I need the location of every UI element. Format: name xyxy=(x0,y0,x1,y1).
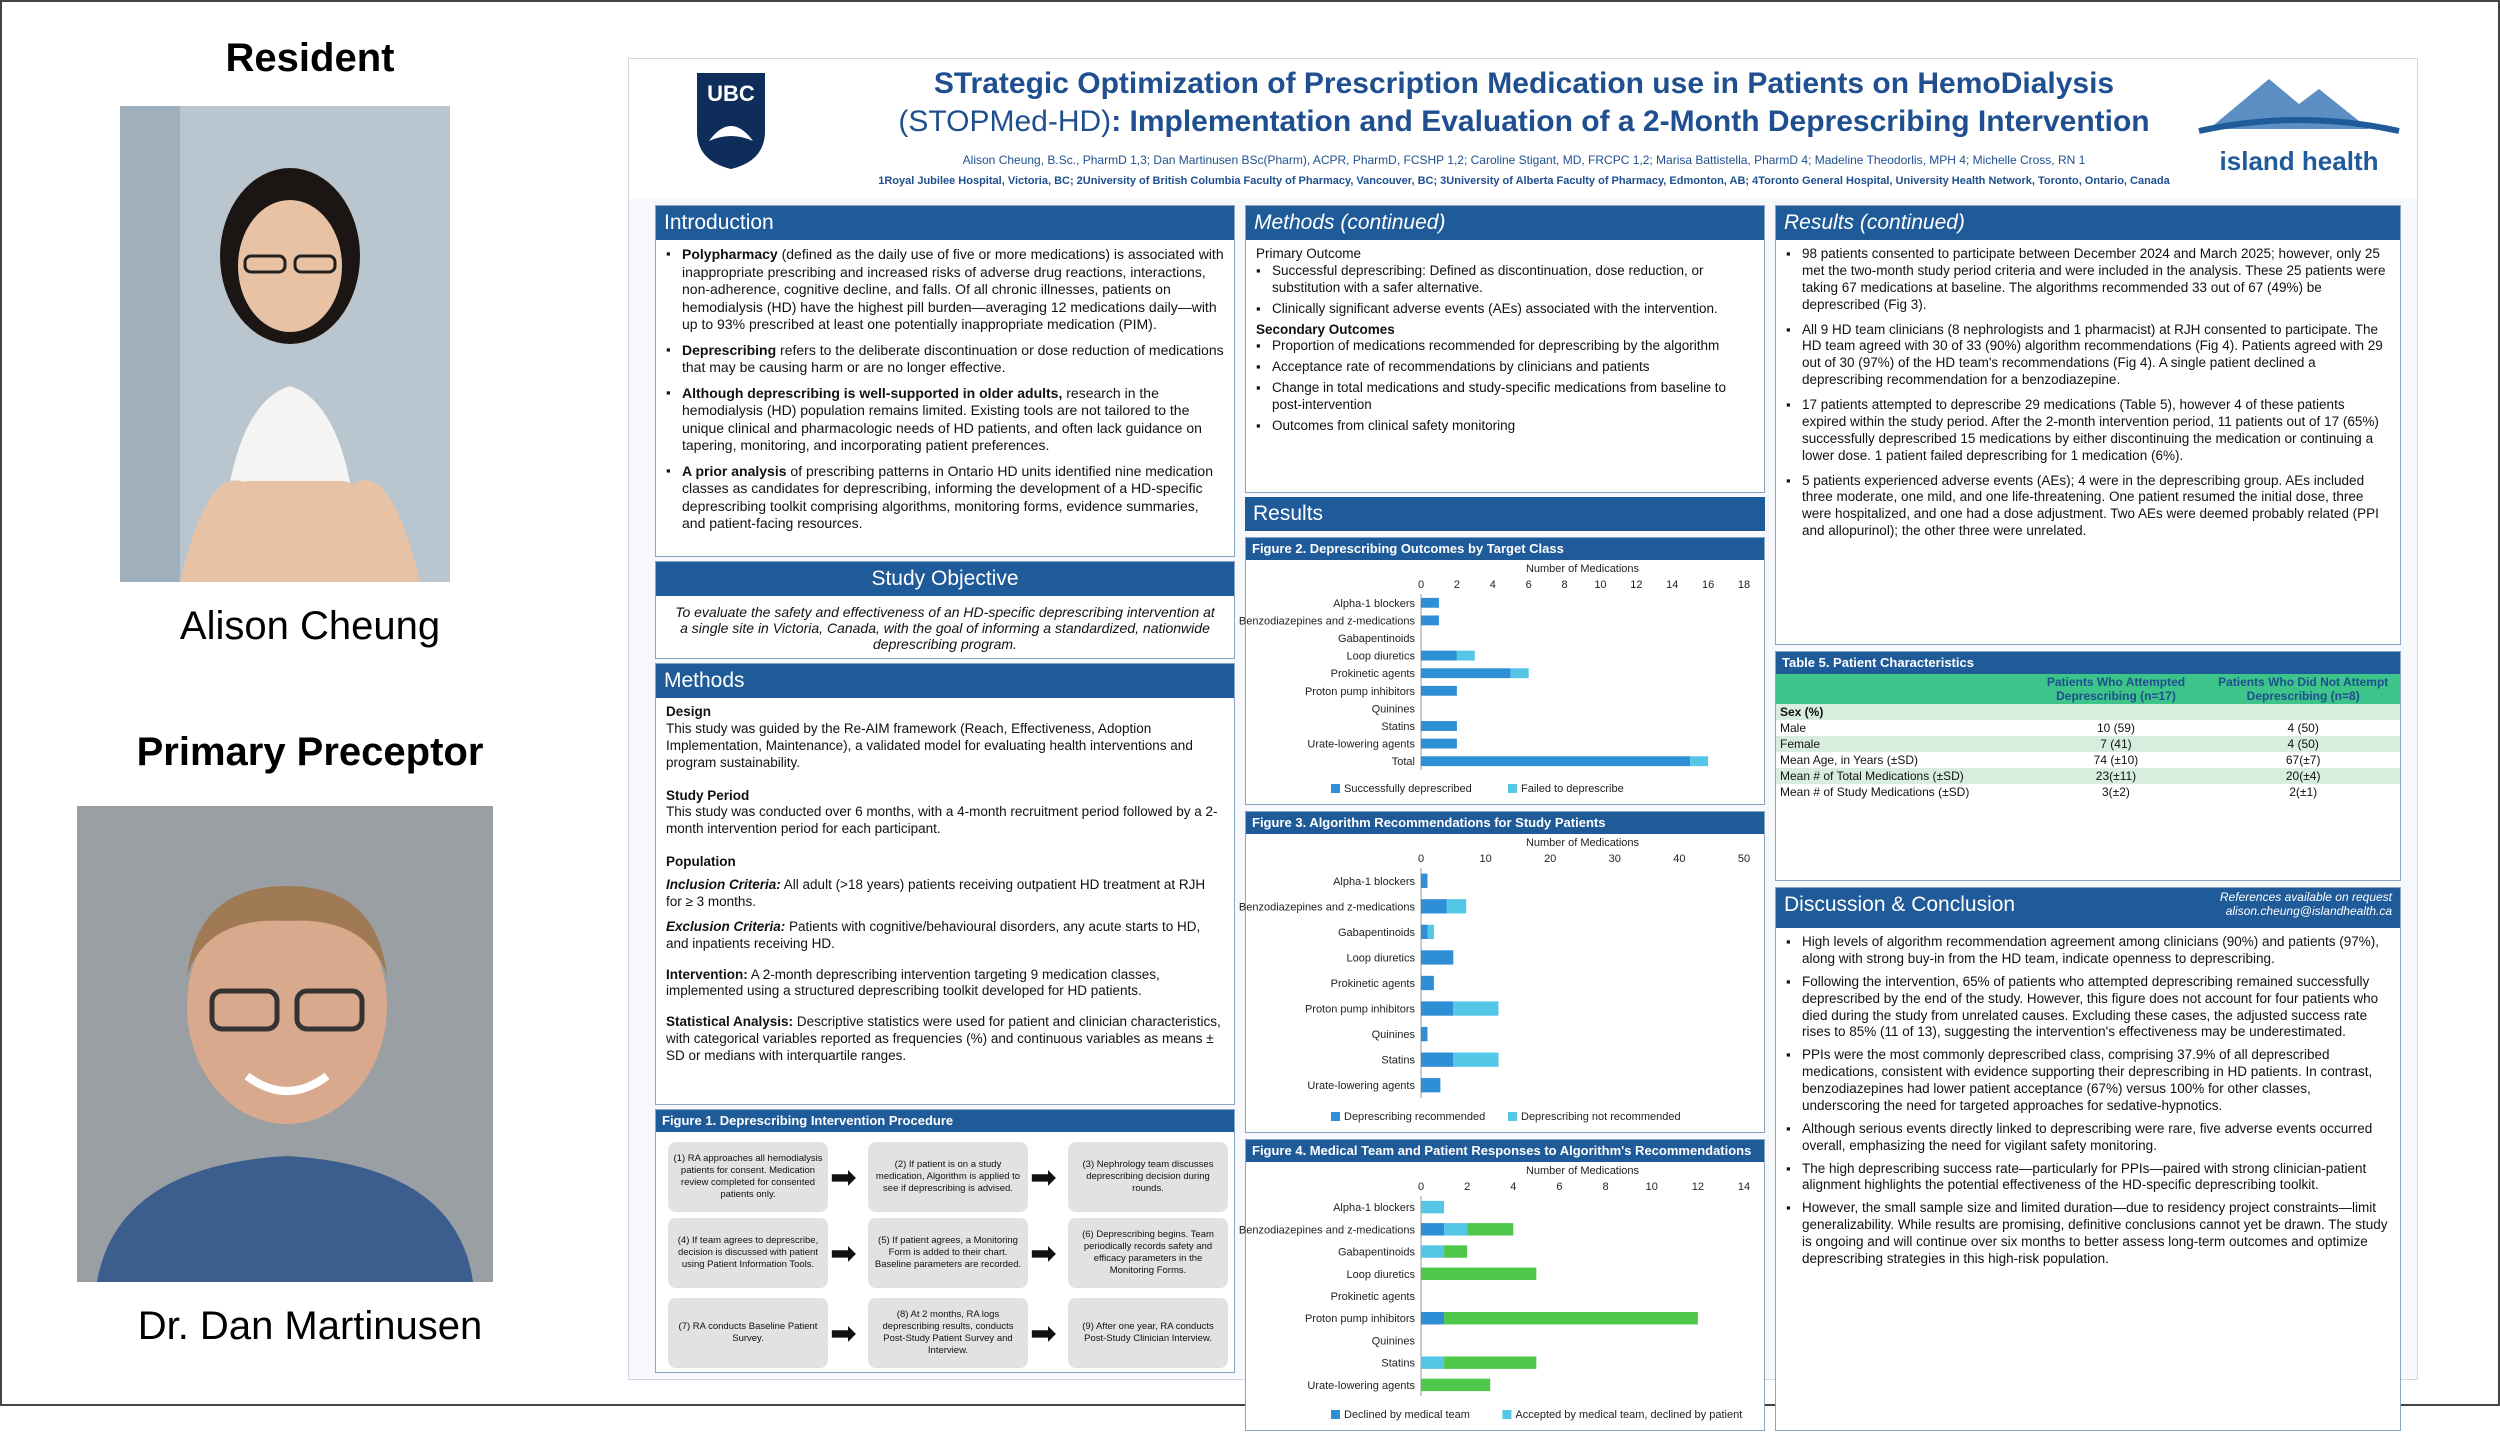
bar xyxy=(1421,1201,1444,1213)
design-heading: Design xyxy=(666,704,712,719)
references-note: References available on request alison.cheung@islandhealth.ca xyxy=(2219,890,2392,919)
resident-portrait-icon xyxy=(120,106,450,582)
resident-name: Alison Cheung xyxy=(179,604,441,648)
x-tick-label: 4 xyxy=(1489,579,1496,591)
bar xyxy=(1421,976,1434,990)
results-item: ▪ 17 patients attempted to deprescribe 29 medications (Table 5), however 4 of these patients expired within the study period. After the 2-month intervention period, 11 patients out of 17 (65%) successfully deprescribed 15 medications by either discontinuing the medication or continuing a lower dose. 1 patient failed deprescribing for 1 medication (6%). xyxy=(1786,397,2390,465)
introduction-item: ▪ Polypharmacy (defined as the daily use of five or more medications) is associated with inappropriate prescribing and increased risks of adverse drug reactions, interactions, non-adherence, cognitive decline, and falls. Of all chronic illnesses, patients on hemodialysis (HD) have the highest pill burden—averaging 12 medications daily—with up to 93% prescribed at least one potentially inappropriate medication (PIM). xyxy=(666,246,1224,334)
period-heading: Study Period xyxy=(666,787,750,803)
discussion-body xyxy=(1776,928,2400,1280)
table-cell: 4 (50) xyxy=(2287,721,2319,735)
figure2-section xyxy=(1238,537,1765,805)
x-tick-label: 14 xyxy=(1737,1181,1751,1193)
bar xyxy=(1511,668,1529,678)
poster-title-line1: STrategic Optimization of Prescription Medication use in Patients on HemoDialysis xyxy=(933,67,2115,100)
table-cell: 7 (41) xyxy=(2100,737,2132,751)
methods-section xyxy=(655,663,1235,1105)
bar xyxy=(1690,756,1708,766)
results-heading: Results xyxy=(1245,497,1765,531)
x-tick-label: 2 xyxy=(1464,1181,1471,1193)
figure2-heading: Figure 2. Deprescribing Outcomes by Target Class xyxy=(1246,538,1764,560)
x-tick-label: 2 xyxy=(1453,579,1460,591)
bar xyxy=(1444,1223,1467,1235)
population-heading: Population xyxy=(666,854,736,870)
x-tick-label: 12 xyxy=(1630,579,1643,591)
x-axis-title: Number of Medications xyxy=(1525,1165,1640,1177)
x-tick-label: 6 xyxy=(1556,1181,1563,1193)
category-label: Loop diuretics xyxy=(1346,1268,1415,1281)
discussion-item: ▪ PPIs were the most commonly deprescribed class, comprising 37.9% of all deprescribed medications, consistent with evidence supporting their deprescribing in HD patients. In contrast, benzodiazepines had lower patient acceptance (67%) versus 100% for other classes, underscoring the need for targeted approaches for sedative-hypnotics. xyxy=(1786,1047,2390,1115)
legend-label: Deprescribing recommended xyxy=(1344,1111,1486,1123)
figure4-chart xyxy=(1238,1162,1764,1430)
figure1-section xyxy=(655,1109,1235,1373)
category-label: Gabapentinoids xyxy=(1337,1246,1415,1259)
category-label: Urate-lowering agents xyxy=(1307,1379,1415,1392)
table-cell: Sex (%) xyxy=(1780,705,1824,719)
introduction-heading: Introduction xyxy=(656,206,1234,240)
bar xyxy=(1453,1053,1498,1067)
preceptor-name: Dr. Dan Martinusen xyxy=(137,1304,483,1348)
methods-continued-body xyxy=(1246,240,1764,445)
discussion-item: ▪ Following the intervention, 65% of patients who attempted deprescribing remained successfully deprescribed by the end of the study. However, this figure does not account for four patients who died during the study from unrelated causes. Excluding these cases, the adjusted success rate rises to 85% (11 of 13), suggesting the intervention's effectiveness may be underestimated. xyxy=(1786,974,2390,1042)
secondary-outcome-item: ▪ Proportion of medications recommended for deprescribing by the algorithm xyxy=(1256,338,1754,355)
table-cell: Mean # of Study Medications (±SD) xyxy=(1780,785,1970,799)
objective-section xyxy=(655,561,1235,659)
discussion-list xyxy=(1786,934,2390,1268)
table-cell: Mean # of Total Medications (±SD) xyxy=(1780,769,1964,783)
x-tick-label: 0 xyxy=(1417,1181,1425,1193)
category-label: Gabapentinoids xyxy=(1337,926,1415,939)
bar xyxy=(1421,1379,1490,1391)
x-tick-label: 16 xyxy=(1701,579,1715,591)
x-tick-label: 40 xyxy=(1673,853,1686,865)
x-tick-label: 50 xyxy=(1737,853,1751,865)
table5-heading: Table 5. Patient Characteristics xyxy=(1776,652,2400,674)
resident-photo xyxy=(120,106,450,582)
category-label: Proton pump inhibitors xyxy=(1304,1003,1415,1016)
results-continued-section xyxy=(1775,205,2401,645)
table-cell: 20(±4) xyxy=(2285,769,2321,783)
period-text: This study was conducted over 6 months, with a 4-month recruitment period followed by a 2-month intervention period for each participant. xyxy=(666,804,1218,837)
category-label: Total xyxy=(1391,756,1415,769)
bar xyxy=(1444,1245,1467,1257)
table-cell: 67(±7) xyxy=(2285,753,2321,767)
results-item: ▪ 98 patients consented to participate between December 2024 and March 2025; however, only 25 met the two-month study period criteria and were included in the analysis. These 25 patients were taking 67 medications at baseline. The algorithms recommended 33 out of 67 (49%) be deprescribed (Fig 3). xyxy=(1786,246,2390,314)
category-label: Loop diuretics xyxy=(1346,952,1415,965)
discussion-item: ▪ The high deprescribing success rate—particularly for PPIs—paired with strong clinician-patient alignment highlights the potential effectiveness of the HD-specific deprescribing toolkit. xyxy=(1786,1161,2390,1195)
bar xyxy=(1421,1356,1444,1368)
category-label: Urate-lowering agents xyxy=(1307,1080,1415,1093)
mountain-icon xyxy=(2199,69,2399,139)
introduction-list xyxy=(666,246,1224,533)
discussion-item: ▪ However, the small sample size and limited duration—due to residency project constraints—limit generalizability. While results are promising, definitive conclusions cannot yet be drawn. The study is ongoing and will continue over six months to better assess long-term outcomes and optimize deprescribing strategies in this high-risk population. xyxy=(1786,1200,2390,1268)
category-label: Gabapentinoids xyxy=(1337,633,1415,645)
introduction-item: ▪ Deprescribing refers to the deliberate discontinuation or dose reduction of medications that may be causing harm or are no longer effective. xyxy=(666,342,1224,377)
legend-label: Accepted by medical team, declined by patient xyxy=(1515,1409,1743,1421)
bar xyxy=(1421,668,1511,678)
introduction-item: ▪ Although deprescribing is well-supported in older adults, research in the hemodialysis (HD) population remains limited. Existing tools are not tailored to the unique clinical and pharmacologic needs of HD patients, and often lack guidance on tapering, monitoring, and incorporating patient preferences. xyxy=(666,385,1224,455)
flow-step: (3) Nephrology team discusses deprescribing decision during rounds. xyxy=(1068,1142,1228,1212)
preceptor-photo xyxy=(77,806,493,1282)
primary-outcome-item: ▪ Successful deprescribing: Defined as discontinuation, dose reduction, or substitution with a safer alternative. xyxy=(1256,263,1754,297)
table-cell: 4 (50) xyxy=(2287,737,2319,751)
legend-swatch xyxy=(1508,1112,1517,1121)
discussion-item: ▪ High levels of algorithm recommendation agreement among clinicians (90%) and patients (97%), along with strong buy-in from the HD team, indicate openness to deprescribing. xyxy=(1786,934,2390,968)
table-cell: 2(±1) xyxy=(2289,785,2318,799)
table-cell: 23(±11) xyxy=(2095,769,2137,783)
island-health-logo xyxy=(2199,69,2399,179)
secondary-outcome-item: ▪ Outcomes from clinical safety monitoring xyxy=(1256,418,1754,435)
figure4-heading: Figure 4. Medical Team and Patient Responses to Algorithm's Recommendations xyxy=(1246,1140,1764,1162)
x-tick-label: 10 xyxy=(1594,579,1607,591)
category-label: Quinines xyxy=(1371,703,1415,716)
results-list xyxy=(1786,246,2390,540)
flow-arrow-icon: ➡ xyxy=(1030,1315,1057,1351)
bar xyxy=(1421,1078,1440,1092)
x-tick-label: 20 xyxy=(1544,853,1557,865)
poster-header xyxy=(629,59,2417,199)
statistical-analysis: Statistical Analysis: Descriptive statistics were used for patient and clinician characteristics, with categorical variables reported as frequencies (%) and continuous variables as means ± SD or medians with interquartile ranges. xyxy=(666,1014,1221,1063)
discussion-heading-bar xyxy=(1776,888,2400,928)
category-label: Prokinetic agents xyxy=(1330,668,1415,681)
methods-heading: Methods xyxy=(656,664,1234,698)
results-heading-box xyxy=(1245,497,1765,533)
legend-label: Declined by medical team xyxy=(1344,1409,1470,1421)
preceptor-label: Primary Preceptor xyxy=(136,730,484,774)
discussion-section xyxy=(1775,887,2401,1431)
preceptor-portrait-icon xyxy=(77,806,493,1282)
table5-section xyxy=(1775,651,2401,881)
bar xyxy=(1421,598,1439,608)
bar xyxy=(1421,1027,1427,1041)
results-item: ▪ 5 patients experienced adverse events (AEs); 4 were in the deprescribing group. AEs included three moderate, one mild, and one life-threatening. One patient resumed the initial dose, three were hospitalized, and one had a dose adjustment. Two AEs were deemed probably related (PPI and allopurinol); the other three were unrelated. xyxy=(1786,473,2390,541)
x-tick-label: 0 xyxy=(1417,853,1425,865)
x-axis-title: Number of Medications xyxy=(1525,837,1640,849)
secondary-outcome-item: ▪ Change in total medications and study-specific medications from baseline to post-intervention xyxy=(1256,380,1754,414)
bar xyxy=(1444,1356,1536,1368)
flow-step: (4) If team agrees to deprescribe, decision is discussed with patient using Patient Information Tools. xyxy=(668,1218,828,1288)
ubc-logo xyxy=(695,71,767,171)
category-label: Alpha-1 blockers xyxy=(1333,1202,1415,1215)
introduction-item: ▪ A prior analysis of prescribing patterns in Ontario HD units identified nine medication classes as candidates for deprescribing, informing the development of a HD-specific deprescribing toolkit comprising algorithms, monitoring forms, evidence summaries, and patient-facing resources. xyxy=(666,463,1224,533)
flow-step: (2) If patient is on a study medication, Algorithm is applied to see if deprescribing is advised. xyxy=(868,1142,1028,1212)
table-row xyxy=(1776,784,2400,800)
results-item: ▪ All 9 HD team clinicians (8 nephrologists and 1 pharmacist) at RJH consented to participate. The HD team agreed with 30 of 33 (90%) algorithm recommendations (Fig 4). Patients agreed with 29 out of 30 (97%) of the HD team's recommendations (Fig 4). A single patient declined a deprescribing recommendation for a benzodiazepine. xyxy=(1786,322,2390,390)
poster-affiliations: 1Royal Jubilee Hospital, Victoria, BC; 2University of British Columbia Faculty of Pharmacy, Vancouver, BC; 3University of Alberta Faculty of Pharmacy, Edmonton, AB; 4Toronto General Hospital, University Health Network, Toronto, Ontario, Canada xyxy=(878,175,2170,187)
secondary-outcome-item: ▪ Acceptance rate of recommendations by clinicians and patients xyxy=(1256,359,1754,376)
legend-label: Successfully deprescribed xyxy=(1344,783,1472,795)
table-row xyxy=(1776,720,2400,736)
primary-outcome-item: ▪ Clinically significant adverse events (AEs) associated with the intervention. xyxy=(1256,301,1754,318)
flow-arrow-icon: ➡ xyxy=(830,1235,857,1271)
bar xyxy=(1421,874,1427,888)
table-cell: Male xyxy=(1780,721,1807,735)
x-tick-label: 0 xyxy=(1417,579,1425,591)
poster-authors: Alison Cheung, B.Sc., PharmD 1,3; Dan Martinusen BSc(Pharm), ACPR, PharmD, FCSHP 1,2; Caroline Stigant, MD, FRCPC 1,2; Marisa Battistella, PharmD 4; Madeline Theodorlis, MPH 4; Michelle Cross, RN 1 xyxy=(962,153,2086,167)
flow-step: (1) RA approaches all hemodialysis patients for consent. Medication review completed for consented patients only. xyxy=(668,1142,828,1212)
x-tick-label: 30 xyxy=(1608,853,1621,865)
primary-outcome-heading: Primary Outcome xyxy=(1256,246,1362,261)
bar xyxy=(1457,651,1475,661)
figure2-chart xyxy=(1238,560,1764,804)
flow-arrow-icon: ➡ xyxy=(1030,1235,1057,1271)
table-row xyxy=(1776,752,2400,768)
methods-continued-heading: Methods (continued) xyxy=(1246,206,1764,240)
bar xyxy=(1453,1001,1498,1015)
methods-continued-section xyxy=(1245,205,1765,493)
table-row xyxy=(1776,736,2400,752)
category-label: Urate-lowering agents xyxy=(1307,738,1415,751)
category-label: Statins xyxy=(1381,1357,1415,1370)
bar xyxy=(1421,651,1457,661)
island-health-text: island health xyxy=(2219,146,2379,176)
introduction-body xyxy=(656,240,1234,547)
flow-step: (7) RA conducts Baseline Patient Survey. xyxy=(668,1298,828,1368)
bar xyxy=(1421,686,1457,696)
exclusion: Exclusion Criteria: Patients with cognitive/behavioural disorders, any acute starts to HD, and inpatients receiving HD. xyxy=(666,918,1201,951)
table-row xyxy=(1776,768,2400,784)
figure4-section xyxy=(1238,1139,1765,1431)
category-label: Quinines xyxy=(1371,1335,1415,1348)
category-label: Quinines xyxy=(1371,1029,1415,1042)
x-tick-label: 18 xyxy=(1737,579,1751,591)
figure3-section xyxy=(1238,811,1765,1133)
results-continued-heading: Results (continued) xyxy=(1776,206,2400,240)
bar xyxy=(1421,1053,1453,1067)
patient-characteristics-table xyxy=(1776,674,2400,800)
contact-email[interactable]: alison.cheung@islandhealth.ca xyxy=(2225,904,2392,919)
figure1-heading: Figure 1. Deprescribing Intervention Procedure xyxy=(656,1110,1234,1132)
category-label: Benzodiazepines and z-medications xyxy=(1238,615,1415,628)
design-text: This study was guided by the Re-AIM framework (Reach, Effectiveness, Adoption Implementation, Maintenance), a validated model for evaluating health interventions and program sustainability. xyxy=(666,720,1193,770)
bar xyxy=(1421,925,1427,939)
category-label: Proton pump inhibitors xyxy=(1304,1313,1415,1326)
table-cell: 3(±2) xyxy=(2102,785,2130,799)
x-tick-label: 10 xyxy=(1479,853,1492,865)
figure3-heading: Figure 3. Algorithm Recommendations for Study Patients xyxy=(1246,812,1764,834)
bar xyxy=(1447,899,1466,913)
category-label: Statins xyxy=(1381,1054,1415,1067)
category-label: Alpha-1 blockers xyxy=(1333,875,1415,888)
legend-label: Failed to deprescribe xyxy=(1521,783,1624,795)
ubc-crest-icon xyxy=(695,71,767,171)
x-tick-label: 14 xyxy=(1666,579,1679,591)
methods-body xyxy=(656,698,1234,1071)
table-col2-header: Patients Who Did Not Attempt Deprescribing (n=8) xyxy=(2218,675,2389,703)
category-label: Benzodiazepines and z-medications xyxy=(1238,1224,1415,1237)
x-tick-label: 6 xyxy=(1525,579,1532,591)
figure3-chart xyxy=(1238,834,1764,1132)
bar xyxy=(1421,1312,1444,1324)
x-tick-label: 12 xyxy=(1691,1181,1704,1193)
poster-title-subtitle: : Implementation and Evaluation of a 2-Month Deprescribing Intervention xyxy=(1111,105,2150,138)
bar xyxy=(1421,1245,1444,1257)
table-row xyxy=(1776,704,2400,720)
bar xyxy=(1421,1268,1536,1280)
legend-label: Deprescribing not recommended xyxy=(1521,1111,1681,1123)
table-body xyxy=(1776,704,2400,800)
flow-step: (6) Deprescribing begins. Team periodically records safety and efficacy parameters in the Monitoring Forms. xyxy=(1068,1218,1228,1288)
legend-swatch xyxy=(1331,784,1340,793)
flow-arrow-icon: ➡ xyxy=(830,1159,857,1195)
legend-swatch xyxy=(1508,784,1517,793)
flow-step: (9) After one year, RA conducts Post-Study Clinician Interview. xyxy=(1068,1298,1228,1368)
bar xyxy=(1421,950,1453,964)
table-cell xyxy=(2026,704,2207,720)
table-cell: 10 (59) xyxy=(2096,721,2135,735)
discussion-item: ▪ Although serious events directly linked to deprescribing were rare, five adverse events occurred overall, emphasizing the need for vigilant safety monitoring. xyxy=(1786,1121,2390,1155)
introduction-section xyxy=(655,205,1235,557)
discussion-heading: Discussion & Conclusion xyxy=(1784,893,2016,916)
bar xyxy=(1421,721,1457,731)
category-label: Prokinetic agents xyxy=(1330,1291,1415,1303)
table-cell: Female xyxy=(1780,737,1821,751)
category-label: Benzodiazepines and z-medications xyxy=(1238,901,1415,914)
bar xyxy=(1444,1312,1698,1324)
legend-swatch xyxy=(1331,1410,1340,1419)
flow-step: (8) At 2 months, RA logs deprescribing results, conducts Post-Study Patient Survey and Interview. xyxy=(868,1298,1028,1368)
x-tick-label: 8 xyxy=(1561,579,1568,591)
figure1-flow xyxy=(656,1132,1234,1372)
category-label: Loop diuretics xyxy=(1346,650,1415,663)
secondary-outcome-heading: Secondary Outcomes xyxy=(1256,321,1395,337)
bar xyxy=(1421,615,1439,625)
x-tick-label: 4 xyxy=(1510,1181,1517,1193)
x-tick-label: 10 xyxy=(1645,1181,1658,1193)
bar xyxy=(1421,1223,1444,1235)
flow-arrow-icon: ➡ xyxy=(1030,1159,1057,1195)
category-label: Statins xyxy=(1381,721,1415,733)
table-cell: Mean Age, in Years (±SD) xyxy=(1780,753,1918,767)
inclusion: Inclusion Criteria: All adult (>18 years) patients receiving outpatient HD treatment at RJH for ≥ 3 months. xyxy=(666,877,1206,909)
category-label: Proton pump inhibitors xyxy=(1304,685,1415,698)
secondary-outcome-list xyxy=(1256,338,1754,434)
table-header-row xyxy=(1776,674,2400,704)
legend-swatch xyxy=(1502,1410,1511,1419)
results-continued-body xyxy=(1776,240,2400,554)
category-label: Alpha-1 blockers xyxy=(1333,597,1415,610)
table-cell: 74 (±10) xyxy=(2093,753,2139,767)
bar xyxy=(1421,756,1690,766)
bar xyxy=(1421,1001,1453,1015)
x-axis-title: Number of Medications xyxy=(1525,563,1640,575)
poster xyxy=(628,58,2418,1421)
table-cell xyxy=(2206,704,2400,720)
table-col1-header: Patients Who Attempted Deprescribing (n=17) xyxy=(2046,675,2186,703)
x-tick-label: 8 xyxy=(1602,1181,1609,1193)
poster-title-acronym: (STOPMed-HD) xyxy=(898,105,1112,138)
resident-label: Resident xyxy=(225,36,395,80)
bar xyxy=(1427,925,1433,939)
legend-swatch xyxy=(1331,1112,1340,1121)
category-label: Prokinetic agents xyxy=(1330,978,1415,990)
bar xyxy=(1421,899,1447,913)
bar xyxy=(1421,739,1457,749)
objective-text: To evaluate the safety and effectiveness of an HD-specific deprescribing intervention at a single site in Victoria, Canada, with the goal of informing a standardized, nationwide deprescribing program. xyxy=(675,604,1215,652)
flow-arrow-icon: ➡ xyxy=(830,1315,857,1351)
intervention: Intervention: A 2-month deprescribing intervention targeting 9 medication classes, implemented using a structured deprescribing toolkit developed for HD patients. xyxy=(666,966,1160,999)
objective-heading: Study Objective xyxy=(656,562,1234,596)
poster-title-line2 xyxy=(829,105,2219,139)
primary-outcome-list xyxy=(1256,263,1754,318)
presenter-panel xyxy=(0,0,620,1406)
ubc-text: UBC xyxy=(707,81,755,106)
flow-step: (5) If patient agrees, a Monitoring Form is added to their chart. Baseline parameters are recorded. xyxy=(868,1218,1028,1288)
bar xyxy=(1467,1223,1513,1235)
